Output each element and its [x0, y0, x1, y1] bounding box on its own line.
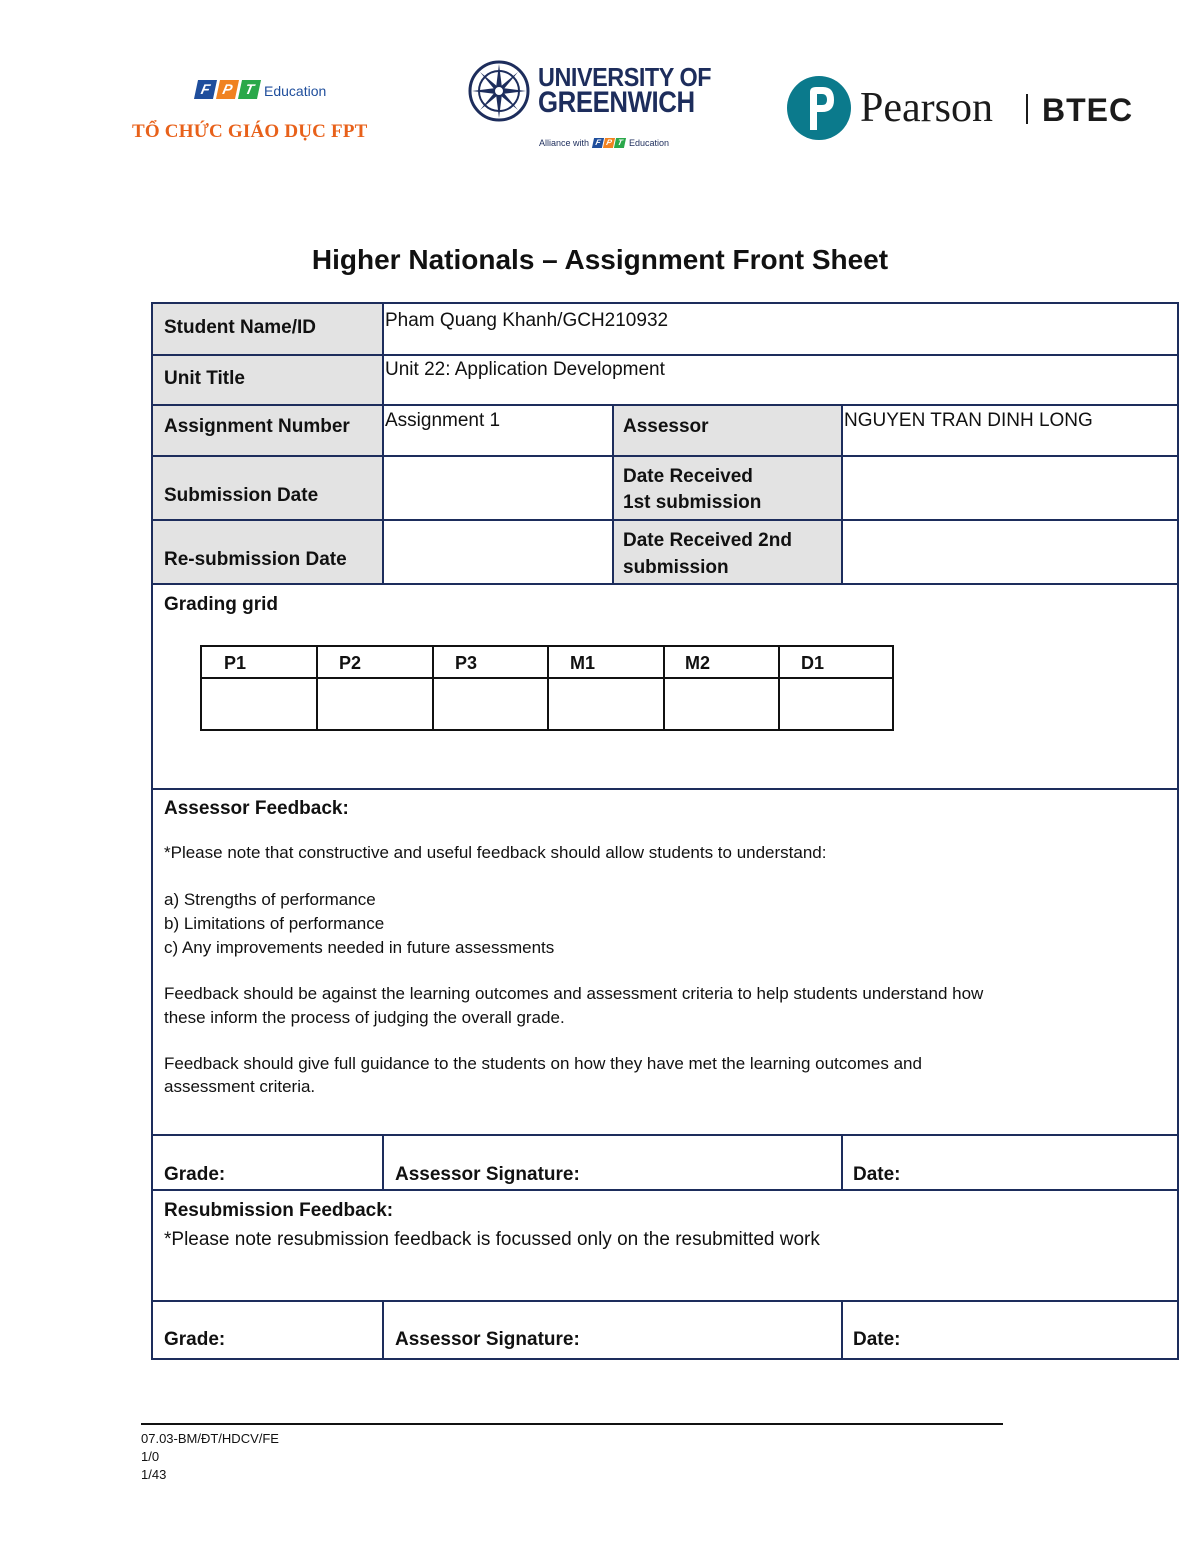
resubmission-assessor-signature-label: Assessor Signature: — [395, 1329, 580, 1350]
pearson-brand-text: Pearson — [860, 85, 993, 131]
alliance-text: Alliance with — [539, 138, 590, 148]
alliance-education-text: Education — [629, 138, 670, 148]
row-divider — [153, 1300, 1177, 1302]
feedback-note: *Please note that constructive and useful feedback should allow students to understand: — [164, 843, 827, 862]
row-divider — [153, 519, 1177, 521]
student-name-label: Student Name/ID — [164, 317, 317, 338]
fpt-tile-f: F — [194, 80, 217, 99]
assessor-signature-label: Assessor Signature: — [395, 1164, 580, 1185]
page-title: Higher Nationals – Assignment Front Sheet — [311, 244, 889, 275]
unit-title-label: Unit Title — [164, 368, 245, 389]
row-divider — [153, 1189, 1177, 1191]
feedback-item-a: a) Strengths of performance — [164, 890, 376, 909]
feedback-para2-line2: assessment criteria. — [164, 1077, 316, 1096]
unit-title-value[interactable]: Unit 22: Application Development — [385, 359, 665, 380]
alliance-fpt-tiles — [593, 138, 625, 148]
greenwich-name-line2: GREENWICH — [538, 86, 695, 119]
col-divider — [382, 1134, 384, 1190]
feedback-para1-line2: these inform the process of judging the overall grade. — [164, 1008, 565, 1027]
row-divider — [153, 583, 1177, 585]
fpt-education-text: Education — [264, 83, 327, 99]
col-divider — [841, 1134, 843, 1190]
pearson-logo-icon — [786, 72, 852, 144]
resubmission-date-label: Re-submission Date — [164, 549, 347, 570]
grading-grid-table — [200, 645, 894, 731]
col-divider — [382, 304, 384, 585]
footer-divider — [141, 1423, 1003, 1425]
grade-p1-header: P1 — [224, 653, 247, 673]
alliance-tile-t: T — [614, 138, 626, 148]
greenwich-name-line1: UNIVERSITY OF — [538, 62, 712, 92]
btec-text: BTEC — [1042, 92, 1134, 128]
date-received-1st-label-line2: 1st submission — [623, 492, 762, 513]
assessor-label: Assessor — [623, 416, 709, 437]
label-column-shading — [153, 304, 382, 584]
grade-d1-header: D1 — [801, 653, 825, 673]
grade-label: Grade: — [164, 1164, 226, 1185]
assessor-value[interactable]: NGUYEN TRAN DINH LONG — [844, 410, 1093, 431]
feedback-item-c: c) Any improvements needed in future assessments — [164, 938, 555, 957]
grid-col-divider — [316, 647, 318, 729]
grade-p3-header: P3 — [455, 653, 478, 673]
grid-col-divider — [547, 647, 549, 729]
alliance-tile-p: P — [603, 138, 615, 148]
assignment-number-label: Assignment Number — [164, 416, 350, 437]
grid-col-divider — [432, 647, 434, 729]
grade-m2-header: M2 — [685, 653, 711, 673]
row-divider — [153, 455, 1177, 457]
grading-grid-title: Grading grid — [164, 594, 278, 615]
feedback-item-b: b) Limitations of performance — [164, 914, 385, 933]
feedback-para1-line1: Feedback should be against the learning outcomes and assessment criteria to help students understand how — [164, 984, 984, 1003]
grid-col-divider — [778, 647, 780, 729]
resubmission-grade-label: Grade: — [164, 1329, 226, 1350]
col-divider — [382, 1300, 384, 1360]
assignment-number-value[interactable]: Assignment 1 — [385, 410, 501, 431]
student-name-value[interactable]: Pham Quang Khanh/GCH210932 — [385, 310, 669, 331]
greenwich-alliance — [539, 138, 669, 148]
greenwich-compass-emblem-icon — [468, 60, 530, 122]
submission-date-label: Submission Date — [164, 485, 319, 506]
assignment-front-sheet-form — [151, 302, 1179, 1360]
row-divider — [153, 1134, 1177, 1136]
col-divider — [612, 404, 614, 585]
pearson-divider — [1026, 94, 1028, 124]
footer-version: 1/0 — [141, 1449, 160, 1464]
footer-form-code: 07.03-BM/ĐT/HDCV/FE — [141, 1431, 279, 1446]
fpt-tile-t: T — [238, 80, 261, 99]
row-divider — [153, 354, 1177, 356]
alliance-tile-f: F — [592, 138, 604, 148]
fpt-logo-tiles — [196, 80, 259, 99]
row-divider — [153, 788, 1177, 790]
fpt-tile-p: P — [216, 80, 239, 99]
date-received-2nd-label-line2: submission — [623, 557, 729, 578]
row-divider — [153, 404, 1177, 406]
grid-col-divider — [663, 647, 665, 729]
date-received-1st-label-line1: Date Received — [623, 466, 753, 487]
col-divider — [841, 404, 843, 585]
col-divider — [841, 1300, 843, 1360]
footer-page-number: 1/43 — [141, 1467, 167, 1482]
resubmission-date-label: Date: — [853, 1329, 901, 1350]
assessor-feedback-title: Assessor Feedback: — [164, 798, 349, 819]
resubmission-note: *Please note resubmission feedback is focussed only on the resubmitted work — [164, 1229, 820, 1250]
date-received-2nd-label-line1: Date Received 2nd — [623, 530, 792, 551]
feedback-para2-line1: Feedback should give full guidance to the students on how they have met the learning outcomes and — [164, 1054, 922, 1073]
grade-p2-header: P2 — [339, 653, 362, 673]
date-label: Date: — [853, 1164, 901, 1185]
grade-m1-header: M1 — [570, 653, 596, 673]
resubmission-feedback-title: Resubmission Feedback: — [164, 1200, 394, 1221]
fpt-organization-name: TỔ CHỨC GIÁO DỤC FPT — [132, 121, 368, 142]
